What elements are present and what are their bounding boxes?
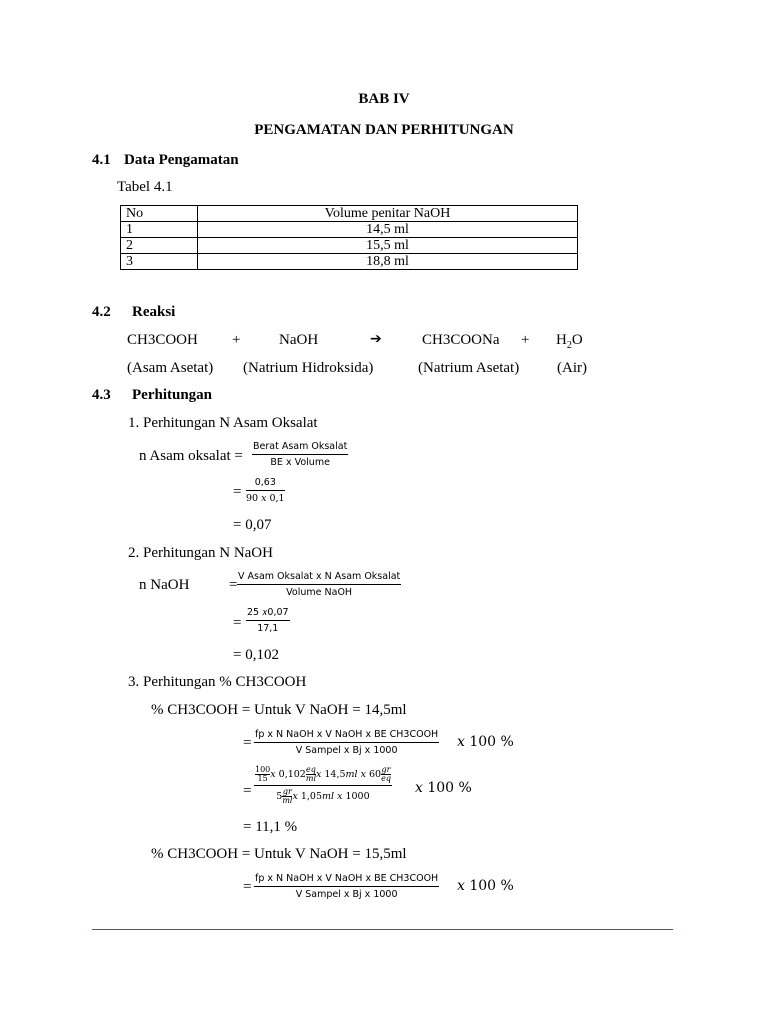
section-4-3-number: 4.3 (92, 387, 111, 403)
table-row (121, 238, 578, 254)
plus-sign: + (232, 332, 241, 348)
section-4-2-number: 4.2 (92, 304, 111, 320)
eq-per-ml-fraction: 𝑒𝑞 𝑚𝑙 (305, 765, 317, 783)
name-water: (Air) (557, 360, 587, 376)
fraction-denominator: V Sampel x Bj x 1000 (295, 745, 398, 756)
calc1-title: 1. Perhitungan N Asam Oksalat (128, 415, 318, 431)
times-100-percent: 𝑥 100 % (415, 780, 472, 796)
calc2-title: 2. Perhitungan N NaOH (128, 545, 273, 561)
times-100-percent: 𝑥 100 % (457, 734, 514, 750)
table-cell: 15,5 ml (198, 238, 578, 254)
calc1-label: n Asam oksalat = (139, 448, 243, 464)
product-water: $H_2O$ (556, 332, 583, 351)
fraction-numerator: 0,63 (246, 477, 285, 491)
fraction-numerator: Berat Asam Oksalat (252, 441, 348, 455)
table-cell: 2 (121, 238, 198, 254)
section-4-2-title: Reaksi (132, 304, 176, 320)
equals-sign: = (243, 879, 252, 895)
fraction-denominator: 17,1 (257, 623, 279, 634)
denominator-text: 5 (276, 791, 283, 802)
gr-per-eq-fraction: 𝑔𝑟 𝑒𝑞 (381, 765, 391, 783)
fraction-denominator: 90 𝑥 0,1 (246, 493, 285, 504)
name-sodium-hydroxide: (Natrium Hidroksida) (243, 360, 374, 376)
table-header-row (121, 206, 578, 222)
times-100-percent: 𝑥 100 % (457, 878, 514, 894)
calc2-label: n NaOH (139, 577, 190, 593)
table-cell: 1 (121, 222, 198, 238)
table-cell: 18,8 ml (198, 254, 578, 270)
fraction-denominator: V Sampel x Bj x 1000 (295, 889, 398, 900)
calc1-result: = 0,07 (233, 517, 272, 533)
equals-sign: = (233, 615, 242, 631)
section-4-3-title: Perhitungan (132, 387, 213, 403)
calc3-subtitle-1: % CH3COOH = Untuk V NaOH = 14,5ml (151, 702, 407, 718)
table-caption: Tabel 4.1 (117, 179, 173, 195)
fraction-numerator: 25 𝑥0,07 (246, 607, 290, 621)
name-acetic-acid: (Asam Asetat) (127, 360, 214, 376)
chapter-number: BAB IV (358, 91, 410, 107)
fraction-denominator: BE x Volume (270, 457, 330, 468)
fp-fraction: 100 15 (255, 765, 271, 783)
equals-sign: = (233, 484, 242, 500)
fraction-denominator (254, 786, 392, 805)
plus-sign: + (521, 332, 530, 348)
section-4-1-title: Data Pengamatan (124, 152, 239, 168)
equals-sign: = (243, 783, 252, 799)
fraction-numerator (254, 766, 392, 786)
chapter-title: PENGAMATAN DAN PERHITUNGAN (254, 122, 514, 138)
calc2-formula-fraction (237, 571, 401, 598)
fraction-numerator: fp x N NaOH x V NaOH x BE CH3COOH (254, 873, 439, 887)
reaction-arrow-icon: ➔ (370, 331, 382, 347)
observation-table (120, 205, 578, 270)
table-header-cell: No (121, 206, 198, 222)
calc3-general-fraction (254, 729, 439, 756)
equals-sign: = (243, 735, 252, 751)
table-row (121, 222, 578, 238)
fraction-numerator: V Asam Oksalat x N Asam Oksalat (237, 571, 401, 585)
product-sodium-acetate: CH3COONa (422, 332, 500, 348)
denominator-text: 𝑥 1,05𝑚𝑙 𝑥 1000 (292, 791, 370, 802)
fraction-denominator: Volume NaOH (286, 587, 353, 598)
equals-sign: = (229, 577, 238, 593)
calc3-subtitle-2: % CH3COOH = Untuk V NaOH = 15,5ml (151, 846, 407, 862)
calc2-result: = 0,102 (233, 647, 279, 663)
calc3-general-fraction (254, 873, 439, 900)
calc1-values-fraction (246, 477, 285, 504)
calc3-title: 3. Perhitungan % CH3COOH (128, 674, 307, 690)
footer-divider-line (92, 929, 673, 930)
table-header-cell: Volume penitar NaOH (198, 206, 578, 222)
reactant-acetic-acid: CH3COOH (127, 332, 198, 348)
table-cell: 3 (121, 254, 198, 270)
calc1-formula-fraction (252, 441, 348, 468)
numerator-text: 𝑥 14,5𝑚𝑙 𝑥 60 (316, 769, 382, 780)
calc3-values-fraction (254, 766, 392, 805)
fraction-numerator: fp x N NaOH x V NaOH x BE CH3COOH (254, 729, 439, 743)
section-4-1-number: 4.1 (92, 152, 111, 168)
gr-per-ml-fraction: 𝑔𝑟 𝑚𝑙 (282, 787, 293, 805)
reactant-naoh: NaOH (279, 332, 319, 348)
calc2-values-fraction (246, 607, 290, 634)
numerator-text: 𝑥 0,102 (270, 769, 306, 780)
table-cell: 14,5 ml (198, 222, 578, 238)
table-row (121, 254, 578, 270)
name-sodium-acetate: (Natrium Asetat) (418, 360, 520, 376)
calc3-result: = 11,1 % (243, 819, 298, 835)
